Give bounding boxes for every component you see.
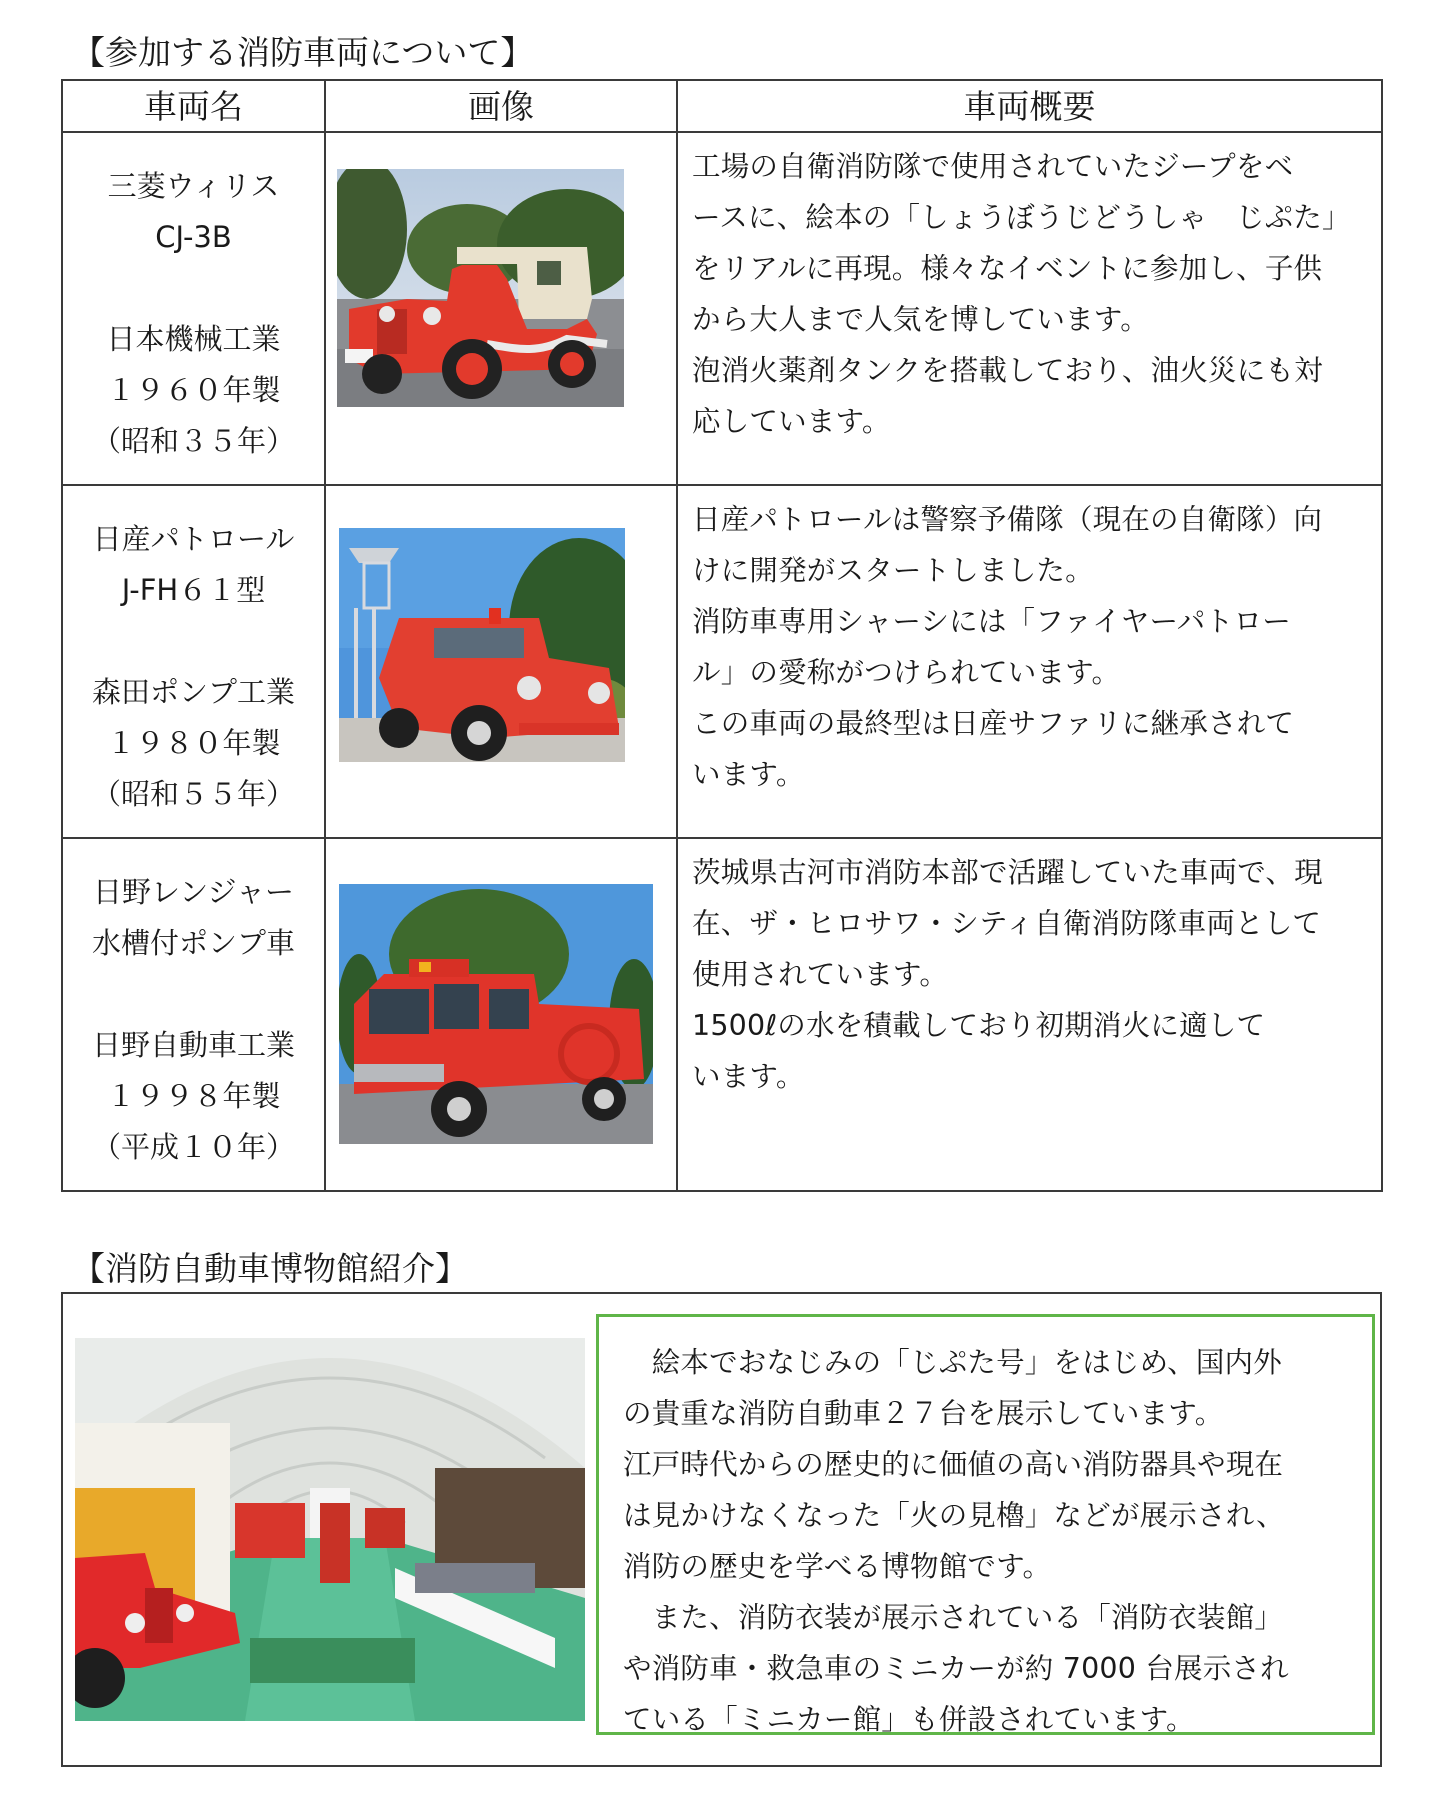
vehicle-name-cell: [62, 132, 325, 485]
museum-description-line: また、消防衣装が展示されている「消防衣装館」: [623, 1601, 1284, 1634]
description-line: ースに、絵本の「しょうぼうじどうしゃ じぷた」: [692, 201, 1351, 234]
vehicles-table: [61, 79, 1383, 1192]
description-line: けに開発がスタートしました。: [692, 554, 1094, 587]
description-line: から大人まで人気を博しています。: [692, 303, 1149, 336]
museum-description-line: は見かけなくなった「火の見櫓」などが展示され、: [623, 1499, 1285, 1532]
museum-description-line: 絵本でおなじみの「じぷた号」をはじめ、国内外: [623, 1346, 1282, 1379]
header-overview: 車両概要: [677, 80, 1382, 132]
table-row: [62, 485, 1382, 838]
description-line: 在、ザ・ヒロサワ・シティ自衛消防隊車両として: [692, 907, 1322, 940]
museum-description-line: の貴重な消防自動車２７台を展示しています。: [623, 1397, 1224, 1430]
vehicle-era-year: （昭和５５年）: [91, 777, 295, 811]
vehicle-image-cell: [325, 838, 677, 1191]
fire-jeep-photo: [337, 169, 624, 407]
description-line: 応しています。: [692, 405, 891, 438]
vehicle-year: １９６０年製: [106, 373, 281, 407]
vehicle-year: １９８０年製: [106, 726, 281, 760]
museum-description-line: 消防の歴史を学べる博物館です。: [623, 1550, 1052, 1583]
vehicle-name: 日野レンジャー: [93, 875, 294, 909]
vehicle-era-year: （平成１０年）: [91, 1130, 295, 1164]
table-row: [62, 838, 1382, 1191]
museum-description-line: や消防車・救急車のミニカーが約 7000 台展示され: [623, 1652, 1289, 1685]
description-line: 消防車専用シャーシには「ファイヤーパトロー: [692, 605, 1291, 638]
description-line: 泡消火薬剤タンクを搭載しており、油火災にも対: [692, 354, 1323, 387]
description-line: 茨城県古河市消防本部で活躍していた車両で、現: [692, 856, 1323, 889]
vehicle-model: CJ-3B: [155, 220, 232, 254]
museum-intro-box: [61, 1292, 1382, 1767]
vehicle-model: J-FH６１型: [121, 573, 266, 607]
museum-description-box: [596, 1314, 1375, 1735]
vehicle-image-cell: [325, 485, 677, 838]
description-line: 工場の自衛消防隊で使用されていたジープをベ: [692, 150, 1294, 183]
fire-patrol-truck-photo: [339, 528, 625, 762]
description-line: この車両の最終型は日産サファリに継承されて: [692, 707, 1295, 740]
description-line: ル」の愛称がつけられています。: [692, 656, 1121, 689]
description-line: 使用されています。: [692, 958, 949, 991]
vehicle-maker: 日本機械工業: [106, 322, 281, 356]
table-row: [62, 132, 1382, 485]
vehicle-description-cell: [677, 485, 1382, 838]
museum-section-title: 【消防自動車博物館紹介】: [72, 1249, 468, 1288]
header-image: 画像: [325, 80, 677, 132]
vehicle-maker: 森田ポンプ工業: [91, 675, 295, 709]
vehicle-name-cell: [62, 838, 325, 1191]
vehicle-description-cell: [677, 838, 1382, 1191]
vehicle-maker: 日野自動車工業: [91, 1028, 295, 1062]
vehicle-year: １９９８年製: [106, 1079, 281, 1113]
vehicle-image-cell: [325, 132, 677, 485]
museum-description-line: ている「ミニカー館」も併設されています。: [623, 1703, 1195, 1736]
description-line: 1500ℓの水を積載しており初期消火に適して: [692, 1009, 1266, 1042]
vehicle-description-cell: [677, 132, 1382, 485]
fire-pump-truck-photo: [339, 884, 653, 1144]
vehicle-name-cell: [62, 485, 325, 838]
vehicle-name: 日産パトロール: [92, 522, 295, 556]
museum-description-line: 江戸時代からの歴史的に価値の高い消防器具や現在: [623, 1448, 1284, 1481]
table-header-row: [62, 80, 1382, 132]
vehicle-name: 三菱ウィリス: [107, 169, 280, 203]
museum-interior-photo: [75, 1338, 585, 1721]
vehicle-era-year: （昭和３５年）: [91, 424, 295, 458]
vehicle-model: 水槽付ポンプ車: [91, 926, 295, 960]
description-line: います。: [692, 1060, 805, 1093]
header-vehicle-name: 車両名: [62, 80, 325, 132]
description-line: 日産パトロールは警察予備隊（現在の自衛隊）向: [692, 503, 1323, 536]
vehicles-section-title: 【参加する消防車両について】: [72, 33, 534, 72]
description-line: をリアルに再現。様々なイベントに参加し、子供: [692, 252, 1323, 285]
description-line: います。: [692, 758, 805, 791]
